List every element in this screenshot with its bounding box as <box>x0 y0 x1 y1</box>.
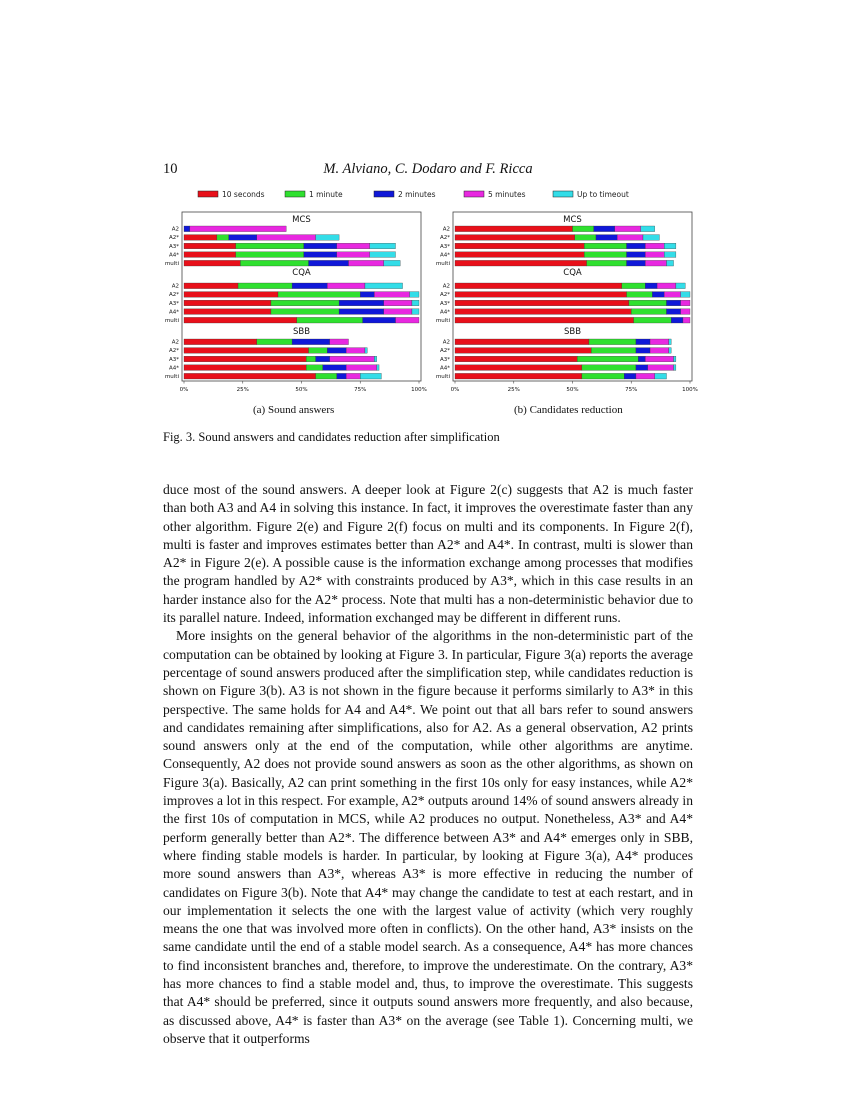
x-tick-label: 100% <box>682 387 698 393</box>
legend-swatch <box>285 191 305 197</box>
bar-segment <box>374 356 376 362</box>
bar-segment <box>455 243 584 249</box>
bar-segment <box>309 348 328 354</box>
legend-swatch <box>464 191 484 197</box>
bar-segment <box>337 373 346 379</box>
bar-segment <box>327 283 365 289</box>
x-tick-label: 50% <box>566 387 579 393</box>
bar-segment <box>349 260 384 266</box>
bar-segment <box>370 243 396 249</box>
x-tick-label: 25% <box>507 387 520 393</box>
bar-segment <box>190 226 286 232</box>
bar-segment <box>667 300 681 306</box>
bar-segment <box>396 317 420 323</box>
bar-segment <box>217 235 229 241</box>
bar-segment <box>184 252 236 258</box>
legend-label: 2 minutes <box>398 190 436 199</box>
row-label: A4* <box>439 252 450 259</box>
row-label: A4* <box>439 309 450 316</box>
figure-legend <box>198 190 629 199</box>
bar-segment <box>184 243 236 249</box>
paragraph: More insights on the general behavior of the algorithms in the non-deterministic part of the computation can be obtained by looking at Figure 3. In particular, Figure 3(a) reports the average percentage of sound answers produced after the simplification step, while candidates reduction is shown on Figure 3(b). A3 is not shown in the figure because it performs similarly to A3* in this perspective. The same holds for A4 and A4*. We point out that all bars refer to sound answers and candidates remaining after simplifications, also for A2. As a general observation, A2 prints sound answers only at the end of the computation, while other algorithms are anytime. Consequently, A2 does not provide sound answers as soon as the other algorithms, as shown on Figure 3(a). Basically, A2 can print something in the first 10s only for easy instances, while A2* improves a lot in this respect. For example, A2* outputs around 14% of sound answers already in the first 10s of computation in MCS, while A2 produces no output. Nonetheless, A3* and A4* perform generally better than A2*. The difference between A3* and A4* emerges only in SBB, where finding stable models is harder. In particular, by looking at Figure 3(a), A4* produces more sound answers than A3*, whereas A3* is more effective in reducing the number of candidates on Figure 3(b). Note that A4* may change the candidate to test at each restart, and in our implementation it selects the one with the largest value of activity (which very roughly means the one that was involved more often in conflicts). On the other hand, A3* insists on the same candidate until the end of a stable model search. As a consequence, A4* has more chances to find inconsistent branches and, therefore, to improve the underestimate. On the contrary, A3* has more chances to find a stable model and, thus, to improve the overestimate. This suggests that A4* should be preferred, since it outputs sound answers more frequently, and also because, as discussed above, A4* is faster than A3* on the average (see Table 1). Concerning multi, we observe that it outperforms <box>163 628 693 1046</box>
bar-segment <box>377 365 379 371</box>
bar-segment <box>184 235 217 241</box>
bar-segment <box>337 243 370 249</box>
bar-segment <box>184 339 257 345</box>
row-label: A3* <box>168 300 179 307</box>
legend-swatch <box>198 191 218 197</box>
row-label: multi <box>164 318 179 324</box>
x-tick-label: 50% <box>295 387 308 393</box>
bar-segment <box>648 365 674 371</box>
figure-caption: Fig. 3. Sound answers and candidates reduction after simplification <box>163 430 500 444</box>
bar-segment <box>384 260 400 266</box>
bar-segment <box>622 283 646 289</box>
bar-segment <box>240 260 308 266</box>
chart-sound-answers <box>165 212 427 393</box>
bar-segment <box>683 317 690 323</box>
bar-segment <box>627 252 646 258</box>
paragraph: duce most of the sound answers. A deeper look at Figure 2(c) suggests that A2 is much faster than both A3 and A4 in solving this instance. In fact, it improves the overestimate faster than any other algorithm. Figure 2(e) and Figure 2(f) focus on multi and its components. In Figure 2(f), multi is faster and improves estimates better than A2* and A4*. In contrast, multi is slower than A2* in Figure 2(e). A possible cause is the information exchange among processes that modifies the program handled by A2* with constraints produced by A3*, which in this case results in an harder instance also for the A2* process. Note that multi has a non-deterministic behavior due to its parallel nature. Indeed, information exchanged may be different in different runs. <box>163 482 693 626</box>
bar-segment <box>676 283 685 289</box>
bar-segment <box>645 283 657 289</box>
legend-swatch <box>553 191 573 197</box>
bar-segment <box>346 365 377 371</box>
bar-segment <box>309 260 349 266</box>
bar-segment <box>641 226 655 232</box>
bar-segment <box>455 309 631 315</box>
bar-segment <box>184 373 316 379</box>
bar-segment <box>674 356 676 362</box>
row-label: A2 <box>171 283 179 290</box>
bar-segment <box>412 309 419 315</box>
bar-segment <box>412 300 419 306</box>
bar-segment <box>645 252 664 258</box>
legend-label: 10 seconds <box>222 190 265 199</box>
row-label: A3* <box>439 243 450 250</box>
bar-segment <box>591 348 636 354</box>
bar-segment <box>365 348 367 354</box>
bar-segment <box>184 283 238 289</box>
bar-segment <box>634 317 672 323</box>
bar-segment <box>184 348 309 354</box>
row-label: A3* <box>439 356 450 363</box>
bar-segment <box>455 356 577 362</box>
legend-swatch <box>374 191 394 197</box>
bar-segment <box>645 260 666 266</box>
bar-segment <box>664 292 680 298</box>
bar-segment <box>365 283 403 289</box>
bar-segment <box>589 339 636 345</box>
subcaption-a: (a) Sound answers <box>253 404 335 416</box>
row-label: A4* <box>168 365 179 372</box>
bar-segment <box>304 252 337 258</box>
bar-segment <box>236 243 304 249</box>
bar-segment <box>455 339 589 345</box>
bar-segment <box>278 292 360 298</box>
bar-segment <box>384 309 412 315</box>
bar-segment <box>629 300 667 306</box>
bar-segment <box>681 309 690 315</box>
bar-segment <box>271 309 339 315</box>
bar-segment <box>657 283 676 289</box>
chart-candidates-reduction <box>436 212 698 393</box>
bar-segment <box>360 373 381 379</box>
bar-segment <box>257 235 316 241</box>
bar-segment <box>292 283 327 289</box>
bar-segment <box>360 292 374 298</box>
bar-segment <box>627 260 646 266</box>
bar-segment <box>455 252 584 258</box>
bar-segment <box>669 348 671 354</box>
row-label: A2 <box>442 283 450 290</box>
bar-segment <box>667 260 674 266</box>
bar-segment <box>184 260 240 266</box>
subcaption-b: (b) Candidates reduction <box>514 404 623 416</box>
bar-segment <box>681 292 690 298</box>
group-title: SBB <box>563 327 582 337</box>
bar-segment <box>184 365 306 371</box>
group-title: CQA <box>292 268 311 278</box>
x-tick-label: 100% <box>411 387 427 393</box>
row-label: A2* <box>439 292 450 299</box>
row-label: multi <box>435 318 450 324</box>
x-tick-label: 75% <box>354 387 367 393</box>
bar-segment <box>575 235 596 241</box>
bar-segment <box>674 365 676 371</box>
x-tick-label: 0% <box>179 387 189 393</box>
bar-segment <box>638 356 645 362</box>
bar-segment <box>236 252 304 258</box>
row-label: multi <box>435 261 450 267</box>
row-label: A2 <box>171 226 179 233</box>
bar-segment <box>636 373 655 379</box>
bar-segment <box>652 292 664 298</box>
bar-segment <box>573 226 594 232</box>
bar-segment <box>184 317 297 323</box>
row-label: multi <box>435 374 450 380</box>
bar-segment <box>655 373 667 379</box>
bar-segment <box>455 348 591 354</box>
bar-segment <box>339 309 384 315</box>
legend-label: 5 minutes <box>488 190 526 199</box>
row-label: multi <box>164 261 179 267</box>
bar-segment <box>184 356 306 362</box>
bar-segment <box>669 339 671 345</box>
row-label: A2* <box>168 348 179 355</box>
bar-segment <box>650 339 669 345</box>
bar-segment <box>327 348 346 354</box>
bar-segment <box>271 300 339 306</box>
bar-segment <box>455 317 634 323</box>
row-label: A2* <box>168 235 179 242</box>
row-label: A2* <box>439 348 450 355</box>
row-label: A3* <box>439 300 450 307</box>
bar-segment <box>316 373 337 379</box>
row-label: A2* <box>439 235 450 242</box>
bar-segment <box>636 348 650 354</box>
bar-segment <box>664 252 676 258</box>
bar-segment <box>596 235 617 241</box>
bar-segment <box>624 373 636 379</box>
bar-segment <box>306 365 322 371</box>
bar-segment <box>455 260 587 266</box>
row-label: multi <box>164 374 179 380</box>
bar-segment <box>316 235 340 241</box>
row-label: A3* <box>168 243 179 250</box>
bar-segment <box>584 252 626 258</box>
group-title: MCS <box>292 215 311 225</box>
bar-segment <box>370 252 396 258</box>
bar-segment <box>184 292 278 298</box>
bar-segment <box>455 283 622 289</box>
bar-segment <box>304 243 337 249</box>
row-label: A4* <box>168 309 179 316</box>
bar-segment <box>455 373 582 379</box>
bar-segment <box>650 348 669 354</box>
figure-3 <box>0 0 850 430</box>
row-label: A2* <box>168 292 179 299</box>
row-label: A2 <box>171 339 179 346</box>
bar-segment <box>330 339 349 345</box>
row-label: A3* <box>168 356 179 363</box>
x-tick-label: 0% <box>450 387 460 393</box>
bar-segment <box>238 283 292 289</box>
bar-segment <box>594 226 615 232</box>
bar-segment <box>582 373 624 379</box>
bar-segment <box>346 348 365 354</box>
bar-segment <box>337 252 370 258</box>
bar-segment <box>643 235 659 241</box>
bar-segment <box>184 309 271 315</box>
row-label: A2 <box>442 226 450 233</box>
row-label: A4* <box>439 365 450 372</box>
bar-segment <box>455 292 627 298</box>
bar-segment <box>257 339 292 345</box>
bar-segment <box>297 317 363 323</box>
legend-label: 1 minute <box>309 190 343 199</box>
bar-segment <box>627 292 653 298</box>
bar-segment <box>636 339 650 345</box>
bar-segment <box>292 339 330 345</box>
bar-segment <box>584 243 626 249</box>
bar-segment <box>615 226 641 232</box>
group-title: MCS <box>563 215 582 225</box>
bar-segment <box>410 292 419 298</box>
legend-label: Up to timeout <box>577 190 629 199</box>
bar-segment <box>455 300 629 306</box>
bar-segment <box>636 365 648 371</box>
bar-segment <box>645 356 673 362</box>
bar-segment <box>627 243 646 249</box>
running-header-authors: M. Alviano, C. Dodaro and F. Ricca <box>323 161 533 177</box>
bar-segment <box>184 300 271 306</box>
bar-segment <box>229 235 257 241</box>
bar-segment <box>306 356 315 362</box>
bar-segment <box>455 365 582 371</box>
bar-segment <box>384 300 412 306</box>
bar-segment <box>346 373 360 379</box>
body-text <box>163 481 693 1048</box>
page-number: 10 <box>163 161 178 177</box>
bar-segment <box>671 317 683 323</box>
x-tick-label: 75% <box>625 387 638 393</box>
bar-segment <box>667 309 681 315</box>
group-title: SBB <box>292 327 311 337</box>
bar-segment <box>374 292 409 298</box>
bar-segment <box>631 309 666 315</box>
bar-segment <box>681 300 690 306</box>
bar-segment <box>617 235 643 241</box>
bar-segment <box>587 260 627 266</box>
bar-segment <box>316 356 330 362</box>
bar-segment <box>339 300 384 306</box>
bar-segment <box>323 365 347 371</box>
bar-segment <box>645 243 664 249</box>
bar-segment <box>664 243 676 249</box>
bar-segment <box>455 226 573 232</box>
row-label: A4* <box>168 252 179 259</box>
x-tick-label: 25% <box>236 387 249 393</box>
bar-segment <box>582 365 636 371</box>
row-label: A2 <box>442 339 450 346</box>
bar-segment <box>455 235 575 241</box>
bar-segment <box>363 317 396 323</box>
group-title: CQA <box>563 268 582 278</box>
bar-segment <box>577 356 638 362</box>
bar-segment <box>330 356 375 362</box>
bar-segment <box>184 226 190 232</box>
